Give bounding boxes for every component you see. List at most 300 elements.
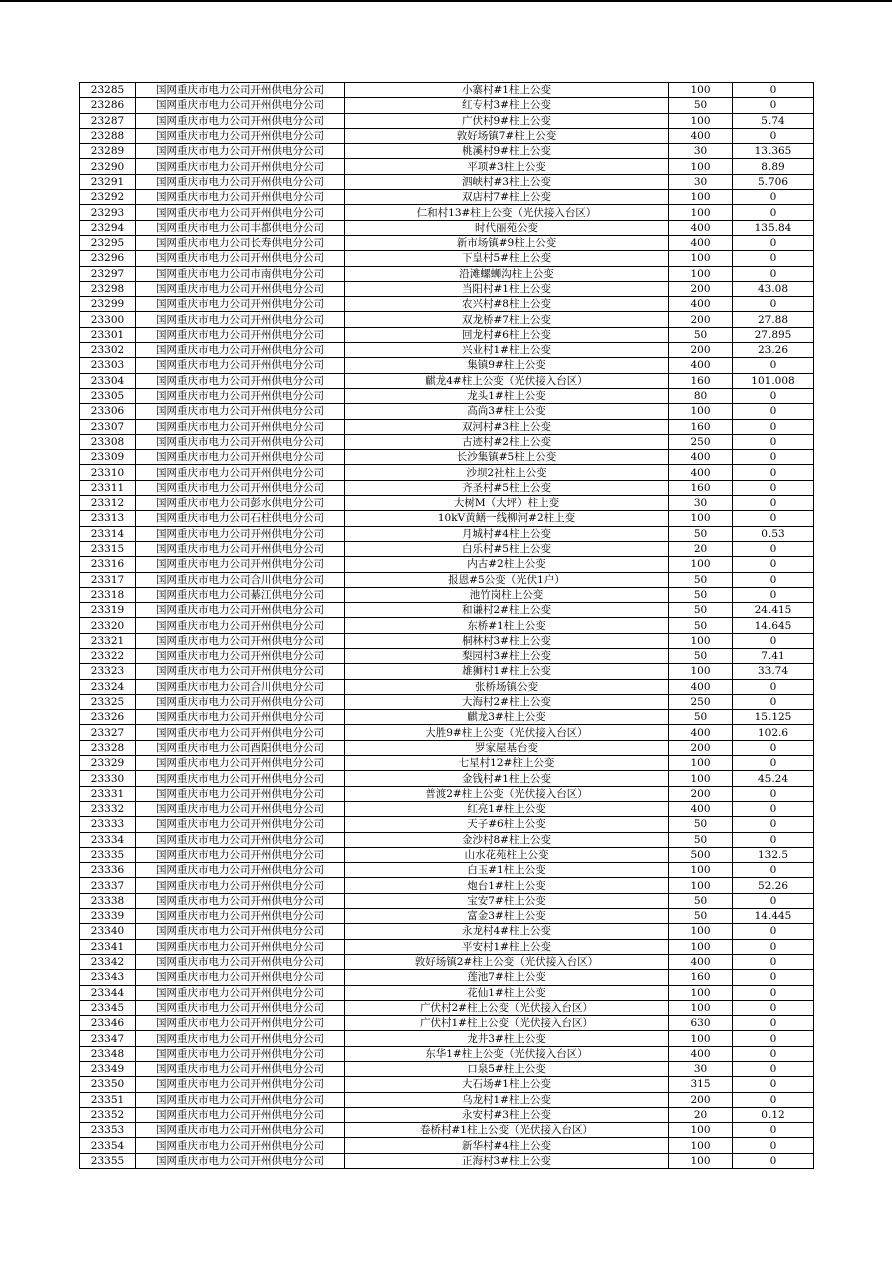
capacity-cell: 100 <box>669 771 733 786</box>
company-cell: 国网重庆市电力公司开州供电分公司 <box>136 954 345 969</box>
table-row <box>80 664 814 679</box>
row-id-cell: 23309 <box>80 450 136 465</box>
row-id-cell: 23320 <box>80 618 136 633</box>
transformer-name-cell: 雄狮村1#柱上公变 <box>345 664 669 679</box>
company-cell: 国网重庆市电力公司开州供电分公司 <box>136 190 345 205</box>
table-row <box>80 1123 814 1138</box>
company-cell: 国网重庆市电力公司开州供电分公司 <box>136 113 345 128</box>
transformer-name-cell: 农兴村#8柱上公变 <box>345 297 669 312</box>
table-row <box>80 603 814 618</box>
transformer-name-cell: 大胜9#柱上公变（光伏接入台区） <box>345 725 669 740</box>
table-row <box>80 496 814 511</box>
row-id-cell: 23334 <box>80 832 136 847</box>
row-id-cell: 23350 <box>80 1077 136 1092</box>
company-cell: 国网重庆市电力公司开州供电分公司 <box>136 725 345 740</box>
transformer-name-cell: 长沙集镇#5柱上公变 <box>345 450 669 465</box>
table-row <box>80 771 814 786</box>
row-id-cell: 23336 <box>80 863 136 878</box>
value-cell: 14.445 <box>733 909 814 924</box>
value-cell: 0 <box>733 786 814 801</box>
company-cell: 国网重庆市电力公司开州供电分公司 <box>136 863 345 878</box>
company-cell: 国网重庆市电力公司开州供电分公司 <box>136 480 345 495</box>
capacity-cell: 400 <box>669 235 733 250</box>
table-row <box>80 970 814 985</box>
table-row <box>80 388 814 403</box>
company-cell: 国网重庆市电力公司开州供电分公司 <box>136 1077 345 1092</box>
transformer-name-cell: 新华村#4柱上公变 <box>345 1138 669 1153</box>
company-cell: 国网重庆市电力公司市南供电分公司 <box>136 266 345 281</box>
row-id-cell: 23319 <box>80 603 136 618</box>
row-id-cell: 23314 <box>80 526 136 541</box>
company-cell: 国网重庆市电力公司开州供电分公司 <box>136 1092 345 1107</box>
row-id-cell: 23324 <box>80 679 136 694</box>
company-cell: 国网重庆市电力公司开州供电分公司 <box>136 970 345 985</box>
value-cell: 0 <box>733 1092 814 1107</box>
company-cell: 国网重庆市电力公司开州供电分公司 <box>136 419 345 434</box>
capacity-cell: 100 <box>669 83 733 98</box>
row-id-cell: 23352 <box>80 1107 136 1122</box>
transformer-name-cell: 金钱村#1柱上公变 <box>345 771 669 786</box>
value-cell: 0 <box>733 496 814 511</box>
company-cell: 国网重庆市电力公司开州供电分公司 <box>136 985 345 1000</box>
table-row <box>80 1046 814 1061</box>
company-cell: 国网重庆市电力公司开州供电分公司 <box>136 1062 345 1077</box>
capacity-cell: 160 <box>669 480 733 495</box>
value-cell: 0 <box>733 740 814 755</box>
value-cell: 0 <box>733 1077 814 1092</box>
row-id-cell: 23323 <box>80 664 136 679</box>
capacity-cell: 20 <box>669 541 733 556</box>
table-row <box>80 801 814 816</box>
table-row <box>80 83 814 98</box>
transformer-name-cell: 东桥#1柱上公变 <box>345 618 669 633</box>
company-cell: 国网重庆市电力公司开州供电分公司 <box>136 1138 345 1153</box>
capacity-cell: 100 <box>669 1153 733 1168</box>
capacity-cell: 160 <box>669 373 733 388</box>
capacity-cell: 100 <box>669 251 733 266</box>
capacity-cell: 400 <box>669 679 733 694</box>
row-id-cell: 23355 <box>80 1153 136 1168</box>
value-cell: 7.41 <box>733 648 814 663</box>
company-cell: 国网重庆市电力公司开州供电分公司 <box>136 1123 345 1138</box>
transformer-name-cell: 集镇9#柱上公变 <box>345 358 669 373</box>
table-row <box>80 817 814 832</box>
company-cell: 国网重庆市电力公司酉阳供电分公司 <box>136 740 345 755</box>
row-id-cell: 23307 <box>80 419 136 434</box>
row-id-cell: 23337 <box>80 878 136 893</box>
value-cell: 0 <box>733 297 814 312</box>
capacity-cell: 50 <box>669 817 733 832</box>
transformer-name-cell: 月城村#4柱上公变 <box>345 526 669 541</box>
row-id-cell: 23353 <box>80 1123 136 1138</box>
transformer-name-cell: 七星村12#柱上公变 <box>345 756 669 771</box>
company-cell: 国网重庆市电力公司开州供电分公司 <box>136 404 345 419</box>
transformer-name-cell: 兴业村1#柱上公变 <box>345 343 669 358</box>
value-cell: 0 <box>733 541 814 556</box>
value-cell: 27.895 <box>733 327 814 342</box>
table-row <box>80 159 814 174</box>
company-cell: 国网重庆市电力公司开州供电分公司 <box>136 174 345 189</box>
company-cell: 国网重庆市电力公司开州供电分公司 <box>136 817 345 832</box>
capacity-cell: 400 <box>669 450 733 465</box>
row-id-cell: 23297 <box>80 266 136 281</box>
transformer-name-cell: 麒龙3#柱上公变 <box>345 710 669 725</box>
table-row <box>80 1107 814 1122</box>
table-row <box>80 1153 814 1168</box>
value-cell: 0 <box>733 1062 814 1077</box>
transformer-name-cell: 大石场#1柱上公变 <box>345 1077 669 1092</box>
value-cell: 0 <box>733 98 814 113</box>
value-cell: 0 <box>733 587 814 602</box>
value-cell: 0 <box>733 419 814 434</box>
row-id-cell: 23288 <box>80 128 136 143</box>
row-id-cell: 23318 <box>80 587 136 602</box>
row-id-cell: 23294 <box>80 220 136 235</box>
capacity-cell: 100 <box>669 756 733 771</box>
value-cell: 0 <box>733 511 814 526</box>
transformer-name-cell: 时代丽苑公变 <box>345 220 669 235</box>
capacity-cell: 50 <box>669 893 733 908</box>
company-cell: 国网重庆市电力公司开州供电分公司 <box>136 694 345 709</box>
row-id-cell: 23292 <box>80 190 136 205</box>
capacity-cell: 400 <box>669 220 733 235</box>
row-id-cell: 23348 <box>80 1046 136 1061</box>
table-row <box>80 343 814 358</box>
value-cell: 0 <box>733 205 814 220</box>
transformer-name-cell: 卷桥村#1柱上公变（光伏接入台区） <box>345 1123 669 1138</box>
table-row <box>80 878 814 893</box>
value-cell: 33.74 <box>733 664 814 679</box>
table-row <box>80 679 814 694</box>
value-cell: 0 <box>733 985 814 1000</box>
table-row <box>80 128 814 143</box>
capacity-cell: 100 <box>669 1031 733 1046</box>
transformer-name-cell: 桐林村3#柱上公变 <box>345 633 669 648</box>
value-cell: 0 <box>733 817 814 832</box>
table-row <box>80 404 814 419</box>
value-cell: 0 <box>733 434 814 449</box>
transformer-name-cell: 沙坝2社柱上公变 <box>345 465 669 480</box>
transformer-name-cell: 仁和村13#柱上公变（光伏接入台区） <box>345 205 669 220</box>
company-cell: 国网重庆市电力公司开州供电分公司 <box>136 297 345 312</box>
value-cell: 14.645 <box>733 618 814 633</box>
value-cell: 0 <box>733 128 814 143</box>
capacity-cell: 400 <box>669 1046 733 1061</box>
transformer-name-cell: 内古#2柱上公变 <box>345 557 669 572</box>
transformer-name-cell: 沿滩螺蛳沟柱上公变 <box>345 266 669 281</box>
transformer-name-cell: 山水花苑柱上公变 <box>345 847 669 862</box>
capacity-cell: 200 <box>669 1092 733 1107</box>
company-cell: 国网重庆市电力公司开州供电分公司 <box>136 1000 345 1015</box>
row-id-cell: 23317 <box>80 572 136 587</box>
table-row <box>80 909 814 924</box>
capacity-cell: 400 <box>669 465 733 480</box>
transformer-name-cell: 和谦村2#柱上公变 <box>345 603 669 618</box>
table-row <box>80 1016 814 1031</box>
transformer-name-cell: 宝安7#柱上公变 <box>345 893 669 908</box>
transformer-name-cell: 张桥场镇公变 <box>345 679 669 694</box>
capacity-cell: 100 <box>669 190 733 205</box>
table-row <box>80 511 814 526</box>
capacity-cell: 100 <box>669 924 733 939</box>
table-row <box>80 266 814 281</box>
transformer-name-cell: 永安村#3柱上公变 <box>345 1107 669 1122</box>
row-id-cell: 23295 <box>80 235 136 250</box>
transformer-name-cell: 广伏村2#柱上公变（光伏接入台区） <box>345 1000 669 1015</box>
table-row <box>80 832 814 847</box>
value-cell: 0 <box>733 572 814 587</box>
table-row <box>80 1000 814 1015</box>
row-id-cell: 23302 <box>80 343 136 358</box>
capacity-cell: 400 <box>669 954 733 969</box>
value-cell: 0 <box>733 756 814 771</box>
transformer-name-cell: 古迹村#2柱上公变 <box>345 434 669 449</box>
company-cell: 国网重庆市电力公司开州供电分公司 <box>136 939 345 954</box>
row-id-cell: 23293 <box>80 205 136 220</box>
capacity-cell: 30 <box>669 496 733 511</box>
company-cell: 国网重庆市电力公司合川供电分公司 <box>136 679 345 694</box>
table-row <box>80 618 814 633</box>
row-id-cell: 23298 <box>80 281 136 296</box>
row-id-cell: 23328 <box>80 740 136 755</box>
transformer-name-cell: 永龙村4#柱上公变 <box>345 924 669 939</box>
table-row <box>80 985 814 1000</box>
table-row <box>80 1138 814 1153</box>
table-row <box>80 434 814 449</box>
transformer-table <box>79 82 814 1169</box>
capacity-cell: 20 <box>669 1107 733 1122</box>
company-cell: 国网重庆市电力公司开州供电分公司 <box>136 450 345 465</box>
transformer-name-cell: 口泉5#柱上公变 <box>345 1062 669 1077</box>
transformer-name-cell: 普渡2#柱上公变（光伏接入台区） <box>345 786 669 801</box>
transformer-name-cell: 敦好场镇7#柱上公变 <box>345 128 669 143</box>
value-cell: 0 <box>733 1153 814 1168</box>
capacity-cell: 200 <box>669 312 733 327</box>
table-row <box>80 541 814 556</box>
table-row <box>80 312 814 327</box>
row-id-cell: 23339 <box>80 909 136 924</box>
value-cell: 0 <box>733 679 814 694</box>
row-id-cell: 23327 <box>80 725 136 740</box>
value-cell: 0 <box>733 358 814 373</box>
company-cell: 国网重庆市电力公司开州供电分公司 <box>136 343 345 358</box>
table-row <box>80 633 814 648</box>
value-cell: 0 <box>733 801 814 816</box>
value-cell: 8.89 <box>733 159 814 174</box>
transformer-name-cell: 下皇村5#柱上公变 <box>345 251 669 266</box>
capacity-cell: 50 <box>669 618 733 633</box>
capacity-cell: 30 <box>669 1062 733 1077</box>
table-row <box>80 694 814 709</box>
row-id-cell: 23345 <box>80 1000 136 1015</box>
row-id-cell: 23321 <box>80 633 136 648</box>
company-cell: 国网重庆市电力公司开州供电分公司 <box>136 893 345 908</box>
table-body <box>80 83 814 1169</box>
table-row <box>80 327 814 342</box>
table-row <box>80 174 814 189</box>
capacity-cell: 100 <box>669 633 733 648</box>
row-id-cell: 23286 <box>80 98 136 113</box>
row-id-cell: 23344 <box>80 985 136 1000</box>
company-cell: 国网重庆市电力公司开州供电分公司 <box>136 1107 345 1122</box>
company-cell: 国网重庆市电力公司开州供电分公司 <box>136 771 345 786</box>
transformer-name-cell: 梨园村3#柱上公变 <box>345 648 669 663</box>
capacity-cell: 100 <box>669 878 733 893</box>
capacity-cell: 100 <box>669 113 733 128</box>
row-id-cell: 23351 <box>80 1092 136 1107</box>
value-cell: 23.26 <box>733 343 814 358</box>
company-cell: 国网重庆市电力公司石柱供电分公司 <box>136 511 345 526</box>
capacity-cell: 160 <box>669 419 733 434</box>
company-cell: 国网重庆市电力公司长寿供电分公司 <box>136 235 345 250</box>
row-id-cell: 23312 <box>80 496 136 511</box>
value-cell: 0 <box>733 1138 814 1153</box>
row-id-cell: 23338 <box>80 893 136 908</box>
table-row <box>80 725 814 740</box>
capacity-cell: 200 <box>669 740 733 755</box>
value-cell: 5.74 <box>733 113 814 128</box>
company-cell: 国网重庆市电力公司开州供电分公司 <box>136 526 345 541</box>
company-cell: 国网重庆市电力公司开州供电分公司 <box>136 159 345 174</box>
table-row <box>80 373 814 388</box>
value-cell: 0 <box>733 924 814 939</box>
value-cell: 0 <box>733 557 814 572</box>
transformer-name-cell: 花仙1#柱上公变 <box>345 985 669 1000</box>
transformer-name-cell: 金沙村8#柱上公变 <box>345 832 669 847</box>
capacity-cell: 50 <box>669 327 733 342</box>
transformer-name-cell: 罗家屋基台变 <box>345 740 669 755</box>
row-id-cell: 23299 <box>80 297 136 312</box>
capacity-cell: 315 <box>669 1077 733 1092</box>
row-id-cell: 23315 <box>80 541 136 556</box>
capacity-cell: 50 <box>669 710 733 725</box>
transformer-name-cell: 东华1#柱上公变（光伏接入台区） <box>345 1046 669 1061</box>
table-row <box>80 358 814 373</box>
table-row <box>80 954 814 969</box>
capacity-cell: 500 <box>669 847 733 862</box>
table-row <box>80 648 814 663</box>
table-row <box>80 1062 814 1077</box>
table-row <box>80 235 814 250</box>
transformer-name-cell: 广伏村1#柱上公变（光伏接入台区） <box>345 1016 669 1031</box>
capacity-cell: 80 <box>669 388 733 403</box>
table-row <box>80 1031 814 1046</box>
transformer-name-cell: 大海村2#柱上公变 <box>345 694 669 709</box>
page-top-border <box>0 0 892 2</box>
transformer-name-cell: 新市场镇#9柱上公变 <box>345 235 669 250</box>
table-row <box>80 190 814 205</box>
value-cell: 0 <box>733 83 814 98</box>
company-cell: 国网重庆市电力公司开州供电分公司 <box>136 664 345 679</box>
row-id-cell: 23325 <box>80 694 136 709</box>
row-id-cell: 23340 <box>80 924 136 939</box>
row-id-cell: 23308 <box>80 434 136 449</box>
company-cell: 国网重庆市电力公司开州供电分公司 <box>136 618 345 633</box>
value-cell: 0 <box>733 863 814 878</box>
value-cell: 0 <box>733 388 814 403</box>
capacity-cell: 200 <box>669 281 733 296</box>
row-id-cell: 23310 <box>80 465 136 480</box>
row-id-cell: 23305 <box>80 388 136 403</box>
table-row <box>80 419 814 434</box>
row-id-cell: 23331 <box>80 786 136 801</box>
capacity-cell: 50 <box>669 526 733 541</box>
table-row <box>80 144 814 159</box>
transformer-name-cell: 回龙村#6柱上公变 <box>345 327 669 342</box>
transformer-name-cell: 红亮1#柱上公变 <box>345 801 669 816</box>
row-id-cell: 23311 <box>80 480 136 495</box>
capacity-cell: 100 <box>669 511 733 526</box>
value-cell: 43.08 <box>733 281 814 296</box>
row-id-cell: 23330 <box>80 771 136 786</box>
row-id-cell: 23313 <box>80 511 136 526</box>
row-id-cell: 23287 <box>80 113 136 128</box>
table-row <box>80 281 814 296</box>
transformer-name-cell: 白玉#1柱上公变 <box>345 863 669 878</box>
row-id-cell: 23354 <box>80 1138 136 1153</box>
capacity-cell: 100 <box>669 266 733 281</box>
company-cell: 国网重庆市电力公司开州供电分公司 <box>136 878 345 893</box>
value-cell: 0 <box>733 450 814 465</box>
company-cell: 国网重庆市电力公司开州供电分公司 <box>136 832 345 847</box>
company-cell: 国网重庆市电力公司开州供电分公司 <box>136 603 345 618</box>
capacity-cell: 400 <box>669 801 733 816</box>
transformer-name-cell: 齐圣村#5柱上公变 <box>345 480 669 495</box>
company-cell: 国网重庆市电力公司开州供电分公司 <box>136 557 345 572</box>
row-id-cell: 23300 <box>80 312 136 327</box>
value-cell: 0 <box>733 1031 814 1046</box>
table-row <box>80 220 814 235</box>
row-id-cell: 23322 <box>80 648 136 663</box>
transformer-name-cell: 正海村3#柱上公变 <box>345 1153 669 1168</box>
table-row <box>80 1077 814 1092</box>
table-row <box>80 924 814 939</box>
capacity-cell: 50 <box>669 832 733 847</box>
value-cell: 24.415 <box>733 603 814 618</box>
value-cell: 0 <box>733 633 814 648</box>
transformer-name-cell: 红专村3#柱上公变 <box>345 98 669 113</box>
table-row <box>80 557 814 572</box>
company-cell: 国网重庆市电力公司丰都供电分公司 <box>136 220 345 235</box>
value-cell: 27.88 <box>733 312 814 327</box>
table-row <box>80 587 814 602</box>
company-cell: 国网重庆市电力公司开州供电分公司 <box>136 786 345 801</box>
transformer-name-cell: 报恩#5公变（光伏1户） <box>345 572 669 587</box>
row-id-cell: 23349 <box>80 1062 136 1077</box>
table-row <box>80 740 814 755</box>
value-cell: 132.5 <box>733 847 814 862</box>
row-id-cell: 23296 <box>80 251 136 266</box>
capacity-cell: 400 <box>669 297 733 312</box>
row-id-cell: 23306 <box>80 404 136 419</box>
company-cell: 国网重庆市电力公司开州供电分公司 <box>136 541 345 556</box>
row-id-cell: 23347 <box>80 1031 136 1046</box>
capacity-cell: 200 <box>669 343 733 358</box>
transformer-name-cell: 10kV黄鳝一线柳河#2柱上变 <box>345 511 669 526</box>
company-cell: 国网重庆市电力公司开州供电分公司 <box>136 128 345 143</box>
transformer-name-cell: 双店村7#柱上公变 <box>345 190 669 205</box>
value-cell: 0 <box>733 251 814 266</box>
company-cell: 国网重庆市电力公司开州供电分公司 <box>136 434 345 449</box>
row-id-cell: 23346 <box>80 1016 136 1031</box>
value-cell: 0.12 <box>733 1107 814 1122</box>
value-cell: 135.84 <box>733 220 814 235</box>
capacity-cell: 50 <box>669 98 733 113</box>
row-id-cell: 23333 <box>80 817 136 832</box>
transformer-name-cell: 白乐村#5柱上公变 <box>345 541 669 556</box>
transformer-name-cell: 平安村1#柱上公变 <box>345 939 669 954</box>
value-cell: 0.53 <box>733 526 814 541</box>
